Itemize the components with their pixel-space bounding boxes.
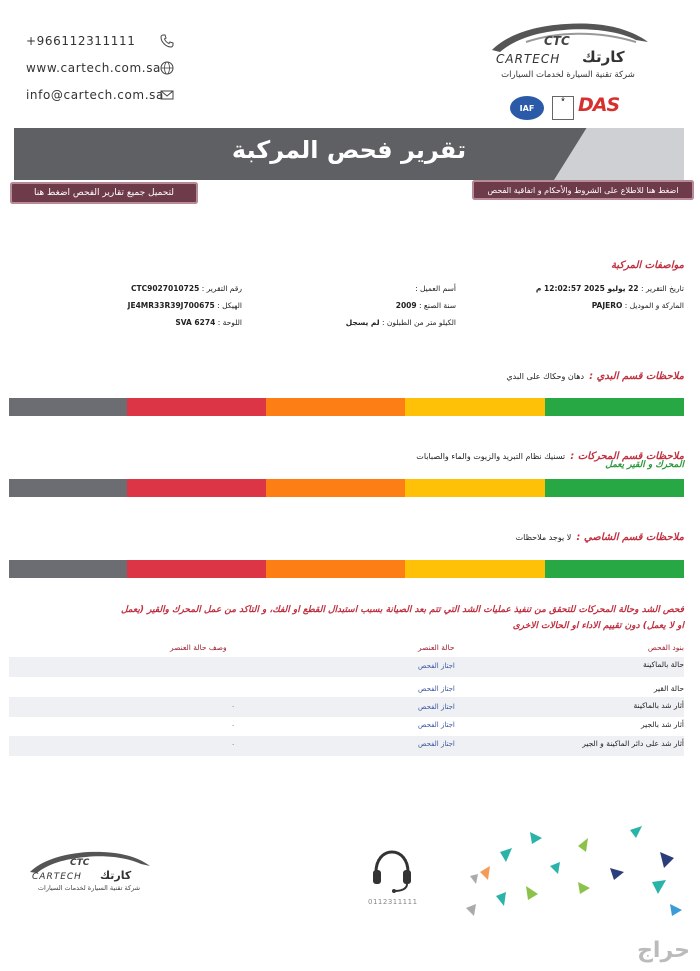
manufacture-year: سنة الصنع : 2009 (395, 301, 456, 310)
customer-label: أسم العميل : (415, 284, 456, 293)
download-reports-button[interactable]: لتحميل جميع تقارير الفحص اضغط هنا (10, 182, 198, 204)
report-date: تاريخ التقرير : 22 يوليو 2025 12:02:57 م (535, 284, 684, 293)
page-title: تقرير فحص المركبة (231, 136, 467, 164)
car-silhouette-icon (486, 16, 656, 56)
vehicle-specs-title: مواصفات المركبة (610, 260, 684, 271)
plate-number: اللوحة : SVA 6274 (175, 318, 242, 327)
chassis-condition-bar (9, 560, 684, 578)
contact-email[interactable] (26, 88, 164, 102)
table-stripe (9, 657, 684, 677)
contact-website[interactable] (26, 61, 161, 75)
body-condition-bar (9, 398, 684, 416)
col-header-state: حالة العنصر (418, 643, 455, 652)
logo-tagline: شركة تقنية السيارة لخدمات السيارات (501, 70, 635, 80)
body-notes-text: دهان وحكاك على البدي (506, 372, 585, 381)
contact-phone[interactable] (26, 34, 135, 48)
table-stripe (9, 697, 684, 717)
cartech-logo (486, 16, 656, 86)
col-header-desc: وصف حالة العنصر (170, 643, 227, 652)
watermark: حراج (637, 938, 690, 963)
bar-segment-red (127, 560, 266, 578)
headset-icon (368, 846, 416, 894)
odometer: الكيلو متر من الطبلون : لم يسجل (345, 318, 456, 327)
terms-button[interactable]: اضغط هنا للاطلاع على الشروط والأحكام و اتفاقية الفحص (472, 180, 694, 200)
chassis-notes-title: ملاحظات قسم الشاصي : (576, 532, 684, 543)
phone-text: +966112311111 (26, 34, 136, 48)
body-notes (506, 364, 684, 383)
bar-segment-yellow (405, 479, 545, 497)
website-text: www.cartech.com.sa (26, 61, 161, 75)
bar-segment-gray (9, 560, 127, 578)
engine-notes-title: ملاحظات قسم المحركات : (570, 451, 684, 462)
make-model: الماركة و الموديل : PAJERO (591, 301, 684, 310)
bar-segment-red (127, 479, 266, 497)
bar-segment-yellow (405, 398, 545, 416)
bar-segment-orange (266, 479, 405, 497)
logo-name-ar: كارتك (582, 48, 625, 66)
das-badge: DAS (578, 94, 620, 116)
phone-icon (160, 34, 174, 48)
bar-segment-green (545, 398, 684, 416)
engine-condition-bar (9, 479, 684, 497)
mail-icon (160, 88, 174, 102)
chassis-number: الهيكل : JE4MR33R39J700675 (127, 301, 242, 310)
iaf-badge: IAF (510, 96, 544, 120)
support-number: 0112311111 (368, 898, 418, 906)
report-title-bar (14, 128, 684, 180)
email-text: info@cartech.com.sa (26, 88, 164, 102)
engine-status: المحرك و القير يعمل (605, 460, 684, 470)
bar-segment-green (545, 560, 684, 578)
decorative-triangles (460, 822, 690, 932)
bar-segment-orange (266, 560, 405, 578)
bar-segment-gray (9, 398, 127, 416)
bar-segment-yellow (405, 560, 545, 578)
globe-icon (160, 61, 174, 75)
bar-segment-gray (9, 479, 127, 497)
torque-heading: فحص الشد وحالة المحركات للتحقق من تنفيذ عمليات الشد التي تتم بعد الصيانة بسبب استبدال القطع او الفك، و التاكد من عمل المحرك والقير (يعمل او لا يعمل) دون تقييم الاداء او الحالات الاخرى (120, 605, 684, 631)
ukas-crown-icon: ♛ (552, 96, 574, 120)
bar-segment-green (545, 479, 684, 497)
logo-ctc: CTC (544, 34, 570, 48)
chassis-notes (516, 525, 684, 544)
report-number: رقم التقرير : CTC9027010725 (131, 284, 242, 293)
chassis-notes-text: لا يوجد ملاحظات (515, 533, 572, 542)
engine-notes-text: تسنيك نظام التبريد والزيوت والماء والصبابات (416, 452, 566, 461)
bar-segment-red (127, 398, 266, 416)
footer-logo: CTC CARTECH كارتك شركة تقنية السيارة لخدمات السيارات (26, 846, 156, 896)
body-notes-title: ملاحظات قسم البدي : (589, 371, 684, 382)
bar-segment-orange (266, 398, 405, 416)
logo-name-en: CARTECH (496, 52, 561, 66)
col-header-item: بنود الفحص (647, 643, 684, 652)
